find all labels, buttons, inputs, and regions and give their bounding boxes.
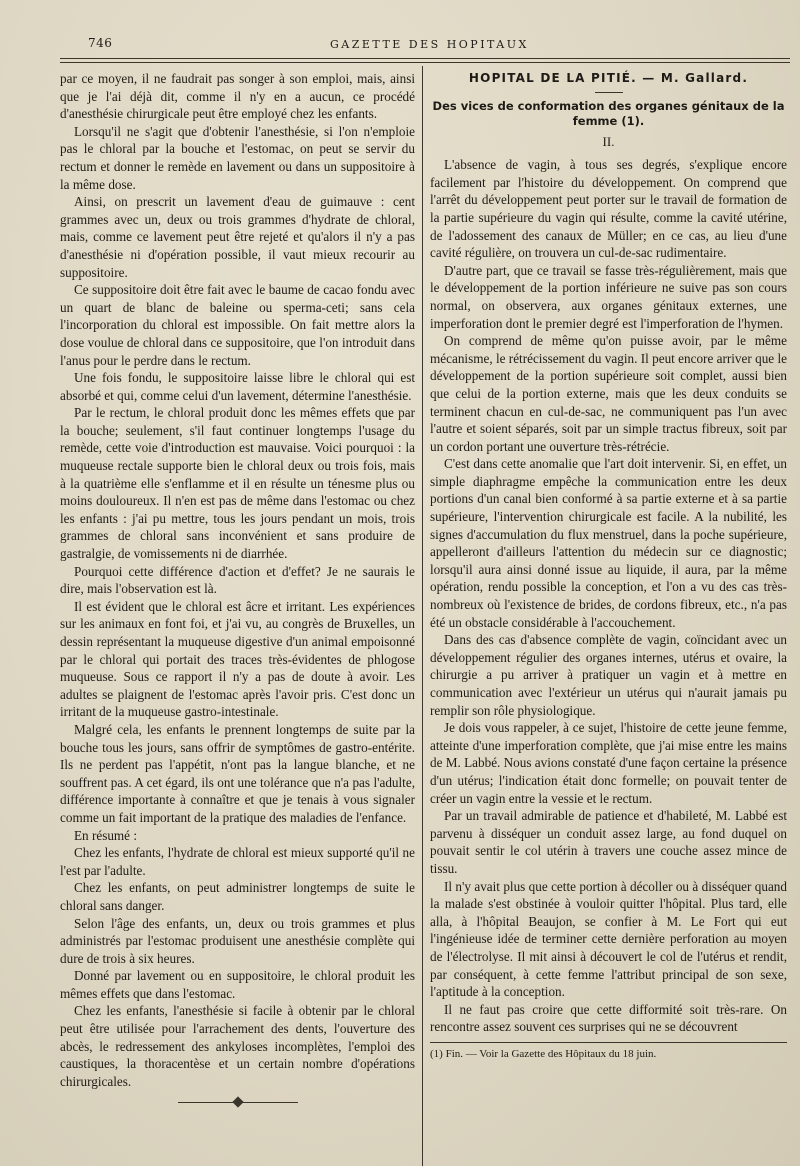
header-rule-double [60, 62, 790, 63]
paragraph: Ce suppositoire doit être fait avec le baume de cacao fondu avec un quart de blanc de baleine ou sperma-ceti; sans cela l'incorporation du chloral est impossible. On fait mettre alors la dose voulue de chloral dans ce suppositoire, que l'on introduit dans l'anus pour le perdre dans le rectum. [60, 282, 415, 368]
paragraph: Je dois vous rappeler, à ce sujet, l'histoire de cette jeune femme, atteinte d'une imperforation complète, que j'ai mise entre les mains de M. Labbé. Nous avions constaté d'une façon certaine la présence d'un utérus; l'indication était donc formelle; on pouvait tenter de créer un vagin entre la vessie et le rectum. [430, 720, 787, 806]
article-title: Des vices de conformation des organes génitaux de la femme (1). [432, 98, 785, 128]
paragraph: C'est dans cette anomalie que l'art doit intervenir. Si, en effet, un simple diaphragme empêche la communication entre les deux portions d'un canal bien conformé à sa partie externe et à sa partie supérieure, l'intervention chirurgicale est facile. A la nubilité, les signes d'accumulation du flux menstruel, dans la poche supérieure, appelleront d'ailleurs l'attention du médecin sur ce diagnostic; lorsqu'il aura ainsi donné issue au liquide, il aura, par la même opération, rendu possible la conception, et l'on a vu des cas très-nombreux où l'existence de brides, de cordons fibreux, etc., n'a pas été un obstacle considérable à l'accouchement. [430, 456, 787, 630]
column-divider [422, 66, 423, 1166]
paragraph: Malgré cela, les enfants le prennent longtemps de suite par la bouche tous les jours, sans offrir de symptômes de gastro-entérite. Ils ne perdent pas l'appétit, n'ont pas la langue blanche, et ne souffrent pas. A cet égard, ils ont une tolérance que n'a pas l'adulte, différence importante à connaître et que je tenais à vous signaler comme un fait important de la pratique des maladies de l'enfance. [60, 721, 415, 825]
paragraph: Par un travail admirable de patience et d'habileté, M. Labbé est parvenu à disséquer un conduit assez large, au fond duquel on pouvait sentir le col utérin à travers une couche assez mince de tissu. [430, 808, 787, 876]
ornament-diamond [232, 1097, 243, 1108]
title-rule [595, 92, 623, 93]
paragraph: Pourquoi cette différence d'action et d'effet? Je ne saurais le dire, mais l'observation est là. [60, 563, 415, 597]
paragraph: Chez les enfants, l'anesthésie si facile à obtenir par le chloral peut être utilisée pour l'arrachement des dents, l'ouverture des abcès, le redressement des ankyloses incomplètes, l'emploi des caustiques, la thoracentèse et un certain nombre d'opérations chirurgicales. [60, 1003, 415, 1089]
footnote-rule [430, 1042, 787, 1043]
paragraph: D'autre part, que ce travail se fasse très-régulièrement, mais que le développement de la portion inférieure ne suive pas son cours normal, on observera, aux organes génitaux externes, une imperforation dont le premier degré est l'imperforation de l'hymen. [430, 262, 787, 331]
paragraph: Il n'y avait plus que cette portion à décoller ou à disséquer quand la malade s'est obstinée à vouloir quitter l'hôpital. Plus tard, elle alla, à l'hôpital Beaujon, se confier à M. Le Fort qui eut l'ingénieuse idée de terminer cette dernière perforation au moyen de l'électrolyse. Il mit ainsi à découvert le col de l'utérus et rendit, par conséquent, à cette femme l'attribut principal de son sexe, l'aptitude à la conception. [430, 878, 787, 1000]
right-column [430, 70, 787, 1061]
paragraph: Dans des cas d'absence complète de vagin, coïncidant avec un développement régulier des organes internes, utérus et ovaire, la chirurgie a pu arriver à pratiquer un vagin et à mettre en communication avec l'extérieur un utérus qui n'aurait jamais pu remplir son rôle physiologique. [430, 632, 787, 718]
left-column [60, 70, 415, 1106]
paragraph: Par le rectum, le chloral produit donc les mêmes effets que par la bouche; seulement, s'il faut continuer longtemps l'usage du remède, cette voie d'introduction est mauvaise. Voici pourquoi : la muqueuse rectale supporte bien le chloral deux ou trois fois, mais à la quatrième elle s'enflamme et il en résulte un ténesme plus ou moins douloureux. Il n'en est pas de même dans l'estomac ou chez les enfants : j'ai pu mettre, tous les jours pendant un mois, trois grammes de chloral sans inconvénient et sans produire de gastralgie, de vomissements ni de diarrhée. [60, 405, 415, 562]
paragraph: Il ne faut pas croire que cette difformité soit très-rare. On rencontre assez souvent ces surprises qui ne se découvrent [430, 1001, 787, 1035]
page-header [0, 0, 800, 62]
paragraph: Chez les enfants, on peut administrer longtemps de suite le chloral sans danger. [60, 880, 415, 913]
paragraph: Chez les enfants, l'hydrate de chloral est mieux supporté qu'il ne l'est par l'adulte. [60, 845, 415, 878]
header-rule [60, 58, 790, 59]
paragraph: par ce moyen, il ne faudrait pas songer à son emploi, mais, ainsi que je l'ai déjà dit, comme il n'y en a aucun, ce procédé d'anesthésie chirurgicale peut être employé chez les enfants. [60, 71, 415, 122]
page-number: 746 [88, 36, 113, 50]
paragraph: Il est évident que le chloral est âcre et irritant. Les expériences sur les animaux en font foi, et j'ai vu, au congrès de Bruxelles, un dessin représentant la muqueuse digestive d'un animal empoisonné par le chloral qui portait des traces très-évidentes de phlogose muqueuse. Sous ce rapport il n'y a pas de doute à avoir. Les adultes se plaignent de l'estomac après l'avoir pris. C'est donc un irritant de la muqueuse gastro-intestinale. [60, 598, 415, 720]
part-number: II. [602, 133, 615, 149]
paragraph: Donné par lavement ou en suppositoire, le chloral produit les mêmes effets que dans l'estomac. [60, 968, 415, 1001]
paragraph: Selon l'âge des enfants, un, deux ou trois grammes et plus administrés par l'estomac produisent une anesthésie complète qui dure de trois à six heures. [60, 915, 415, 966]
paragraph: En résumé : [74, 827, 137, 843]
footnote: (1) Fin. — Voir la Gazette des Hôpitaux du 18 juin. [430, 1047, 657, 1060]
paragraph: On comprend de même qu'on puisse avoir, par le même mécanisme, le rétrécissement du vagin. Il peut encore arriver que le développement de la portion supérieure soit complet, aussi bien que celui de la portion externe, mais que les deux conduits se terminent chacun en cul-de-sac, ne communiquent pas l'un avec l'autre et soient séparés, soit par un simple tractus fibreux, soit par un cordon portant une ouverture très-rétrécie. [430, 333, 787, 454]
paragraph: Une fois fondu, le suppositoire laisse libre le chloral qui est absorbé et qui, comme celui d'un lavement, détermine l'anesthésie. [60, 370, 415, 403]
section-title: HOPITAL DE LA PITIÉ. — M. Gallard. [468, 71, 749, 85]
paragraph: Ainsi, on prescrit un lavement d'eau de guimauve : cent grammes avec un, deux ou trois grammes d'hydrate de chloral, mais, comme ce lavement peut être rejeté et qu'alors il n'y a pas d'anesthésie ni d'opération possible, il vaut mieux recourir au suppositoire. [60, 194, 415, 280]
paragraph: Lorsqu'il ne s'agit que d'obtenir l'anesthésie, si l'on n'emploie pas le chloral par la bouche et l'estomac, on peut se servir du rectum et donner le remède en lavement ou dans un suppositoire à la même dose. [60, 123, 415, 192]
end-ornament [178, 1098, 298, 1106]
paragraph: L'absence de vagin, à tous ses degrés, s'explique encore facilement par l'histoire du développement. On comprend que l'arrêt du développement peut porter sur le travail de formation de la partie supérieure du vagin qui résulte, comme la cavité utérine, de l'adossement des canaux de Müller; en ce cas, au lieu d'une cavité régulière, on trouvera un cul-de-sac rudimentaire. [430, 157, 787, 261]
running-title: GAZETTE DES HOPITAUX [330, 38, 529, 51]
